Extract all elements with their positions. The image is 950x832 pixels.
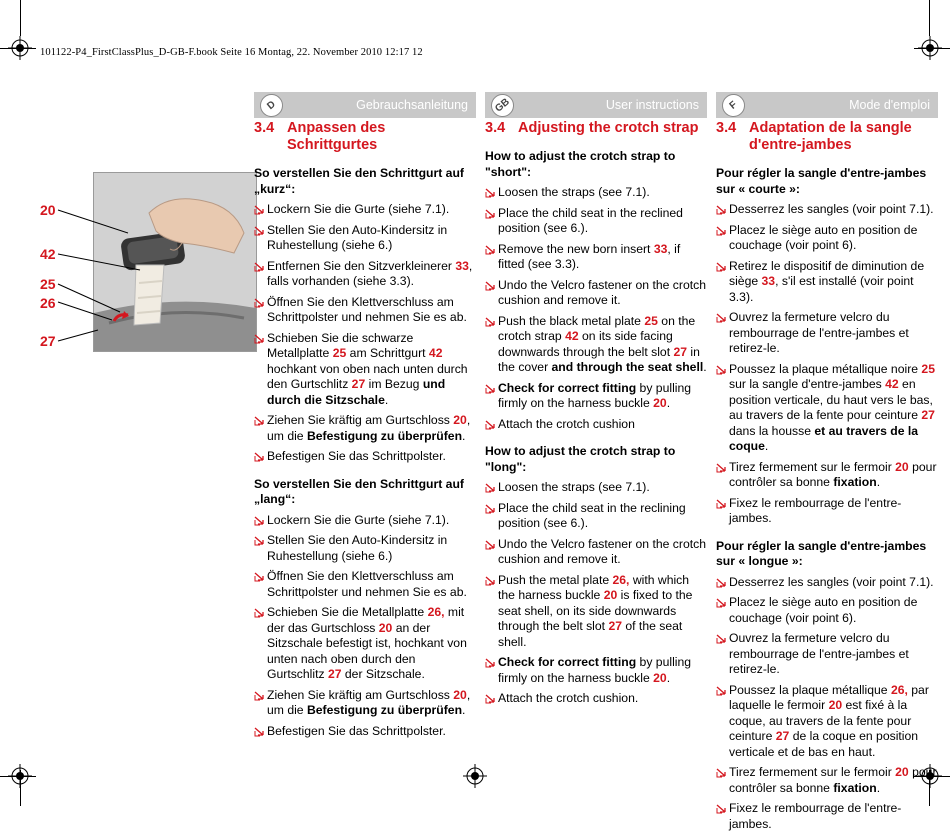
item-text: . [703, 360, 707, 374]
item-text: is fixed to the seat shell, on its side downwards through the belt slot [498, 588, 693, 633]
subheading: Pour régler la sangle d'entre-jambes sur « longue »: [716, 538, 927, 568]
item-text: Tirez fermement sur le fermoir [729, 765, 896, 779]
item-text: on the crotch strap [498, 313, 696, 343]
item-text: Öffnen Sie den Klettverschluss am Schrittpolster und nehmen Sie es ab. [267, 569, 467, 599]
item-text: Attach the crotch cushion [498, 416, 635, 431]
item-text: Ouvrez la fermeture velcro du rembourrage de l'entre-jambes et retirez-le. [729, 310, 909, 355]
section-title [254, 120, 476, 154]
item-text: in the cover [498, 344, 700, 374]
item-text: Lockern Sie die Gurte (siehe 7.1). [267, 202, 450, 216]
language-badge: GB [486, 89, 518, 121]
item-text: dans la housse [729, 423, 815, 438]
bullet-arrow-icon [716, 261, 727, 271]
emphasis-text: und durch die Sitzschale [267, 377, 446, 407]
bullet-arrow-icon [716, 685, 727, 695]
list-item [485, 501, 707, 532]
emphasis-text: Check for correct fitting [498, 655, 637, 669]
item-text: Fixez le rembourrage de l'entre-jambes. [729, 801, 902, 831]
item-text: en position verticale, du haut vers le bas, au travers de la fente pour ceinture [729, 377, 933, 422]
column-header-bar [254, 92, 476, 118]
item-text: de la coque en position verticale et de bas en haut. [729, 729, 919, 759]
item-text: . [666, 670, 671, 685]
bullet-arrow-icon [716, 577, 727, 587]
reference-number: 26, [427, 605, 445, 619]
item-text: am Schrittgurt [346, 346, 429, 360]
list-item [254, 605, 476, 683]
item-text: der Sitzschale. [341, 667, 425, 681]
list-item [254, 413, 476, 444]
list-item [485, 278, 707, 309]
item-text: . [462, 703, 466, 717]
bullet-arrow-icon [254, 571, 265, 581]
item-text: Desserrez les sangles (voir point 7.1). [729, 574, 934, 589]
reference-number: 27 [775, 729, 790, 743]
list-item [716, 496, 938, 527]
bullet-arrow-icon [716, 498, 727, 508]
section-number: 3.4 [716, 120, 737, 136]
bullet-arrow-icon [254, 415, 265, 425]
list-item [254, 513, 476, 529]
instruction-list [485, 149, 707, 707]
item-text: Fixez le rembourrage de l'entre-jambes. [729, 495, 902, 525]
item-text: Undo the Velcro fastener on the crotch cushion and remove it. [498, 277, 706, 307]
bullet-arrow-icon [254, 204, 265, 214]
bullet-arrow-icon [485, 693, 496, 703]
callout-27: 27 [40, 333, 56, 349]
list-item [716, 683, 938, 761]
emphasis-text: and through the seat shell [551, 360, 704, 374]
item-text: . [876, 780, 881, 795]
item-text: Tirez fermement sur le fermoir [729, 459, 896, 474]
bullet-arrow-icon [716, 597, 727, 607]
book-info: 101122-P4_FirstClassPlus_D-GB-F.book Seite 16 Montag, 22. November 2010 12:17 12 [40, 47, 423, 58]
item-text: , um die [267, 413, 471, 443]
list-item [485, 242, 707, 273]
item-text: Öffnen Sie den Klettverschluss am Schrittpolster und nehmen Sie es ab. [267, 294, 467, 324]
column-header-title: Gebrauchsanleitung [356, 98, 468, 112]
emphasis-text: Befestigung zu überprüfen [306, 428, 463, 443]
item-text: Place the child seat in the reclining position (see 6.). [498, 500, 686, 530]
reference-number: 25 [332, 346, 347, 360]
reference-number: 20 [603, 588, 618, 602]
section-number: 3.4 [254, 120, 275, 136]
column-french [716, 92, 938, 832]
column-header-title: User instructions [605, 98, 699, 112]
section-title [485, 120, 707, 137]
section-title-text: Adaptation de la sangle d'entre-jambes [749, 120, 912, 153]
item-text: with which the harness buckle [498, 572, 690, 602]
callout-25: 25 [40, 276, 56, 292]
emphasis-text: Check for correct fitting [498, 380, 637, 395]
item-text: Retirez le dispositif de diminution de siège [729, 258, 925, 288]
list-item [485, 185, 707, 201]
reference-number: 27 [327, 667, 342, 681]
registration-mark-icon [8, 764, 32, 788]
callout-20: 20 [40, 202, 56, 218]
emphasis-text: fixation [833, 780, 877, 795]
item-text: Loosen the straps (see 7.1). [498, 480, 650, 494]
instruction-list [254, 166, 476, 739]
bullet-arrow-icon [254, 607, 265, 617]
item-text: . [384, 392, 389, 407]
item-text: Stellen Sie den Auto-Kindersitz in Ruhestellung (siehe 6.) [267, 533, 448, 563]
item-text: , um die [267, 687, 471, 717]
item-text: Poussez la plaque métallique [729, 682, 891, 697]
item-text: , if fitted (see 3.3). [498, 241, 681, 271]
reference-number: 20 [653, 670, 667, 685]
list-item [254, 202, 476, 218]
bullet-arrow-icon [485, 244, 496, 254]
reference-number: 20 [828, 698, 843, 712]
item-text: Placez le siège auto en position de couchage (voir point 6). [729, 222, 918, 252]
bullet-arrow-icon [485, 316, 496, 326]
reference-number: 20 [895, 459, 909, 474]
bullet-arrow-icon [254, 726, 265, 736]
item-text: Poussez la plaque métallique noire [729, 361, 922, 376]
list-item [485, 655, 707, 686]
column-header-bar [716, 92, 938, 118]
subheading: How to adjust the crotch strap to "long": [485, 444, 676, 474]
callout-42: 42 [40, 246, 56, 262]
item-text: Attach the crotch cushion. [498, 691, 639, 705]
list-item [716, 575, 938, 591]
item-text: pour contrôler sa bonne [729, 459, 937, 489]
bullet-arrow-icon [485, 280, 496, 290]
reference-number: 33 [455, 258, 469, 273]
list-item [485, 573, 707, 651]
item-text: Push the metal plate [498, 572, 613, 587]
bullet-arrow-icon [485, 187, 496, 197]
list-item [485, 206, 707, 237]
reference-number: 33 [653, 241, 668, 256]
bullet-arrow-icon [254, 451, 265, 461]
item-text: on its side facing downwards through the belt slot [498, 329, 674, 359]
subheading: Pour régler la sangle d'entre-jambes sur « courte »: [716, 166, 927, 196]
bullet-arrow-icon [716, 462, 727, 472]
item-text: im Bezug [365, 377, 423, 391]
reference-number: 25 [644, 313, 658, 328]
list-item [485, 381, 707, 412]
bullet-arrow-icon [485, 208, 496, 218]
reference-number: 27 [921, 408, 935, 422]
reference-number: 26, [890, 682, 908, 697]
item-text: Placez le siège auto en position de couchage (voir point 6). [729, 595, 918, 625]
list-item [254, 295, 476, 326]
instruction-list [716, 166, 938, 832]
item-text: . [462, 428, 466, 443]
list-item [485, 314, 707, 376]
item-text: Ouvrez la fermeture velcro du rembourrage de l'entre-jambes et retirez-le. [729, 631, 909, 676]
section-title-text: Adjusting the crotch strap [518, 120, 699, 136]
list-item [485, 480, 707, 496]
emphasis-text: Befestigung zu überprüfen [306, 703, 463, 717]
item-text: by pulling firmly on the harness buckle [498, 380, 692, 410]
subheading: So verstellen Sie den Schrittgurt auf „lang“: [254, 476, 464, 506]
item-text: Lockern Sie die Gurte (siehe 7.1). [267, 512, 450, 527]
item-text: pour contrôler sa bonne [729, 765, 937, 795]
bullet-arrow-icon [254, 333, 265, 343]
bullet-arrow-icon [254, 225, 265, 235]
list-item [716, 595, 938, 626]
emphasis-text: fixation [833, 475, 877, 489]
bullet-arrow-icon [254, 690, 265, 700]
list-item [254, 724, 476, 740]
section-number: 3.4 [485, 120, 506, 136]
list-item [485, 691, 707, 707]
item-text: Undo the Velcro fastener on the crotch cushion and remove it. [498, 536, 706, 566]
item-text: Befestigen Sie das Schrittpolster. [267, 449, 446, 463]
list-item [254, 569, 476, 600]
bullet-arrow-icon [485, 419, 496, 429]
section-title [716, 120, 938, 154]
bullet-arrow-icon [254, 535, 265, 545]
reference-number: 20 [895, 765, 909, 779]
item-text: , falls vorhanden (siehe 3.3). [267, 258, 473, 288]
item-text: Schieben Sie die schwarze Metallplatte [267, 330, 414, 360]
list-item [716, 765, 938, 796]
item-text: Push the black metal plate [498, 313, 645, 328]
list-item [716, 310, 938, 357]
item-text: an der Sitzschale befestigt ist, hochkant von unten nach oben durch den Gurtschlitz [267, 620, 467, 681]
item-text: . [666, 396, 671, 410]
item-text: Entfernen Sie den Sitzverkleinerer [267, 258, 456, 273]
subheading: How to adjust the crotch strap to "short": [485, 149, 676, 179]
reference-number: 42 [885, 377, 899, 391]
reference-number: 20 [378, 620, 393, 635]
reference-number: 27 [351, 377, 366, 391]
subheading: So verstellen Sie den Schrittgurt auf „kurz“: [254, 166, 464, 196]
list-item [716, 223, 938, 254]
bullet-arrow-icon [716, 312, 727, 322]
bullet-arrow-icon [716, 204, 727, 214]
list-item [716, 631, 938, 678]
reference-number: 20 [653, 396, 667, 410]
item-text: Place the child seat in the reclined position (see 6.). [498, 205, 683, 235]
item-text: Schieben Sie die Metallplatte [267, 605, 428, 619]
reference-number: 26, [612, 572, 630, 587]
bullet-arrow-icon [254, 515, 265, 525]
list-item [716, 460, 938, 491]
list-item [254, 259, 476, 290]
reference-number: 33 [761, 274, 776, 288]
column-german [254, 92, 476, 739]
column-header-title: Mode d'emploi [849, 98, 930, 112]
item-text: est fixé à la coque, au travers de la fente pour ceinture [729, 698, 912, 743]
item-text: Desserrez les sangles (voir point 7.1). [729, 202, 934, 216]
crop-mark [929, 0, 930, 36]
bullet-arrow-icon [716, 225, 727, 235]
bullet-arrow-icon [485, 383, 496, 393]
item-text: , s'il est installé (voir point 3.3). [729, 274, 914, 304]
list-item [716, 259, 938, 306]
reference-number: 27 [673, 344, 688, 359]
bullet-arrow-icon [485, 657, 496, 667]
list-item [485, 417, 707, 433]
reference-number: 42 [428, 346, 443, 360]
list-item [254, 331, 476, 409]
list-item [254, 223, 476, 254]
list-item [254, 688, 476, 719]
item-text: sur la sangle d'entre-jambes [729, 377, 886, 391]
column-english [485, 92, 707, 707]
list-item [485, 537, 707, 568]
bullet-arrow-icon [485, 539, 496, 549]
section-title-text: Anpassen des Schrittgurtes [287, 120, 386, 153]
bullet-arrow-icon [485, 575, 496, 585]
item-text: Loosen the straps (see 7.1). [498, 185, 650, 199]
item-text: . [764, 439, 769, 453]
item-text: Stellen Sie den Auto-Kindersitz in Ruhestellung (siehe 6.) [267, 222, 448, 252]
bullet-arrow-icon [254, 261, 265, 271]
list-item [716, 362, 938, 455]
registration-mark-icon [918, 36, 942, 60]
bullet-arrow-icon [716, 633, 727, 643]
reference-number: 20 [453, 413, 467, 427]
language-badge: D [255, 89, 287, 121]
column-header-bar [485, 92, 707, 118]
bullet-arrow-icon [716, 767, 727, 777]
item-text: mit der das Gurtschloss [267, 605, 465, 635]
item-text: par laquelle le fermoir [729, 682, 929, 712]
item-text: Befestigen Sie das Schrittpolster. [267, 723, 446, 738]
registration-mark-icon [463, 764, 487, 788]
bullet-arrow-icon [716, 803, 727, 813]
item-text: hochkant von oben nach unten durch den Gurtschlitz [267, 361, 468, 391]
reference-number: 25 [921, 361, 935, 376]
list-item [254, 533, 476, 564]
language-badge: F [717, 89, 749, 121]
bullet-arrow-icon [485, 503, 496, 513]
bullet-arrow-icon [716, 364, 727, 374]
item-text: Ziehen Sie kräftig am Gurtschloss [267, 413, 454, 427]
item-text: of the seat shell. [498, 619, 683, 649]
callout-26: 26 [40, 295, 56, 311]
item-text: Ziehen Sie kräftig am Gurtschloss [267, 687, 454, 702]
bullet-arrow-icon [485, 482, 496, 492]
reference-number: 42 [565, 329, 579, 343]
list-item [254, 449, 476, 465]
emphasis-text: et au travers de la coque [729, 423, 919, 453]
reference-number: 20 [453, 687, 467, 702]
list-item [716, 202, 938, 218]
item-text: by pulling firmly on the harness buckle [498, 655, 692, 685]
bullet-arrow-icon [254, 297, 265, 307]
reference-number: 27 [608, 619, 622, 633]
item-text: . [876, 475, 881, 489]
item-text: Remove the new born insert [498, 241, 654, 256]
